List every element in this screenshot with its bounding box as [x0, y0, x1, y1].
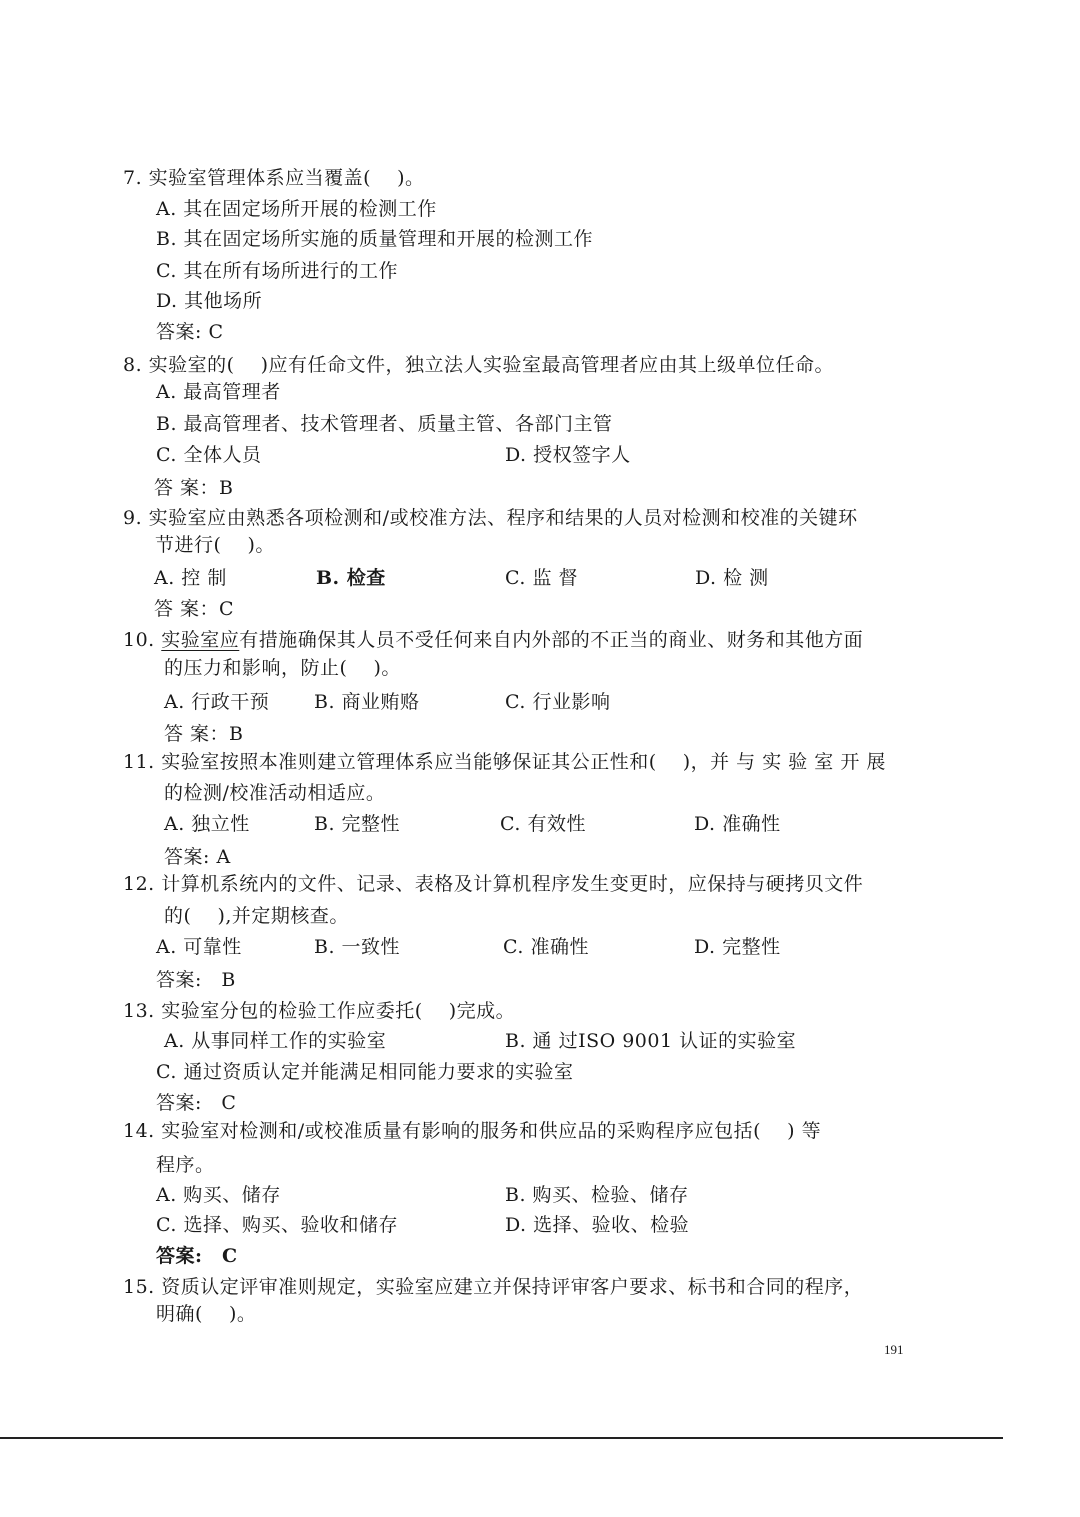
question-7-answer: 答案: C — [156, 321, 224, 343]
question-14-stem-cont: 程序。 — [156, 1154, 215, 1176]
question-12-stem-cont: 的( ),并定期核查。 — [164, 905, 349, 927]
question-14-answer: 答案: C — [156, 1245, 238, 1267]
question-13-option-c: C. 通过资质认定并能满足相同能力要求的实验室 — [156, 1061, 574, 1083]
question-10-option-c: C. 行业影响 — [505, 691, 611, 713]
question-8-stem: 8. 实验室的( )应有任命文件，独立法人实验室最高管理者应由其上级单位任命。 — [123, 354, 835, 376]
question-11-option-c: C. 有效性 — [500, 813, 586, 835]
question-10-stem — [123, 628, 863, 652]
question-14-option-c: C. 选择、购买、验收和储存 — [156, 1214, 398, 1236]
question-8-answer: 答 案：B — [154, 477, 234, 499]
question-7-option-d: D. 其他场所 — [156, 290, 263, 312]
question-8-option-b: B. 最高管理者、技术管理者、质量主管、各部门主管 — [156, 413, 613, 435]
question-14-stem: 14. 实验室对检测和/或校准质量有影响的服务和供应品的采购程序应包括( ) 等 — [123, 1120, 822, 1142]
question-9-option-a: A. 控 制 — [154, 567, 227, 589]
question-9-answer: 答 案：C — [154, 598, 235, 620]
question-7-option-c: C. 其在所有场所进行的工作 — [156, 260, 398, 282]
question-15-stem-cont: 明确( )。 — [156, 1303, 257, 1325]
question-8-option-c: C. 全体人员 — [156, 444, 262, 466]
question-14-option-a: A. 购买、储存 — [156, 1184, 281, 1206]
question-9-stem: 9. 实验室应由熟悉各项检测和/或校准方法、程序和结果的人员对检测和校准的关键环 — [123, 507, 858, 529]
question-9-stem-cont: 节进行( )。 — [155, 534, 275, 556]
question-12-option-d: D. 完整性 — [694, 936, 781, 958]
question-11-stem: 11. 实验室按照本准则建立管理体系应当能够保证其公正性和( )，并 与 实 验 室 开 展 — [123, 751, 886, 773]
question-12-option-b: B. 一致性 — [314, 936, 401, 958]
question-11-option-b: B. 完整性 — [314, 813, 401, 835]
question-8-option-d: D. 授权签字人 — [505, 444, 631, 466]
question-10-option-a: A. 行政干预 — [164, 691, 270, 713]
question-7-stem: 7. 实验室管理体系应当覆盖( )。 — [123, 167, 425, 189]
page-number: 191 — [884, 1342, 904, 1357]
question-7-option-b: B. 其在固定场所实施的质量管理和开展的检测工作 — [156, 228, 594, 250]
question-10-stem-cont: 的压力和影响，防止( )。 — [164, 657, 401, 679]
question-9-option-d: D. 检 测 — [695, 567, 769, 589]
question-10-answer: 答 案：B — [164, 723, 244, 745]
question-12-option-a: A. 可靠性 — [156, 936, 242, 958]
footer-divider — [0, 1437, 1003, 1439]
question-12-stem: 12. 计算机系统内的文件、记录、表格及计算机程序发生变更时，应保持与硬拷贝文件 — [123, 873, 864, 895]
question-8-option-a: A. 最高管理者 — [156, 381, 281, 403]
question-13-answer: 答案: C — [156, 1092, 237, 1114]
question-12-answer: 答案: B — [156, 969, 236, 991]
question-11-option-a: A. 独立性 — [164, 813, 250, 835]
question-11-stem-cont: 的检测/校准活动相适应。 — [164, 782, 386, 804]
question-10-stem-text: 有措施确保其人员不受任何来自内外部的不正当的商业、财务和其他方面 — [239, 629, 864, 651]
question-11-answer: 答案: A — [164, 846, 231, 868]
question-11-option-d: D. 准确性 — [694, 813, 781, 835]
question-10-underlined-subject: 实验室应 — [161, 629, 240, 651]
question-9-option-c: C. 监 督 — [505, 567, 578, 589]
question-9-option-b: B. 检查 — [316, 567, 386, 589]
question-13-stem: 13. 实验室分包的检验工作应委托( )完成。 — [123, 1000, 516, 1022]
question-14-option-d: D. 选择、验收、检验 — [505, 1214, 690, 1236]
question-7-option-a: A. 其在固定场所开展的检测工作 — [156, 198, 437, 220]
question-10-option-b: B. 商业贿赂 — [314, 691, 420, 713]
question-10-number: 10. — [123, 629, 155, 651]
question-13-option-a: A. 从事同样工作的实验室 — [164, 1030, 387, 1052]
question-12-option-c: C. 准确性 — [503, 936, 589, 958]
question-14-option-b: B. 购买、检验、储存 — [505, 1184, 689, 1206]
question-15-stem: 15. 资质认定评审准则规定，实验室应建立并保持评审客户要求、标书和合同的程序， — [123, 1276, 864, 1298]
question-13-option-b: B. 通 过ISO 9001 认证的实验室 — [505, 1030, 797, 1052]
